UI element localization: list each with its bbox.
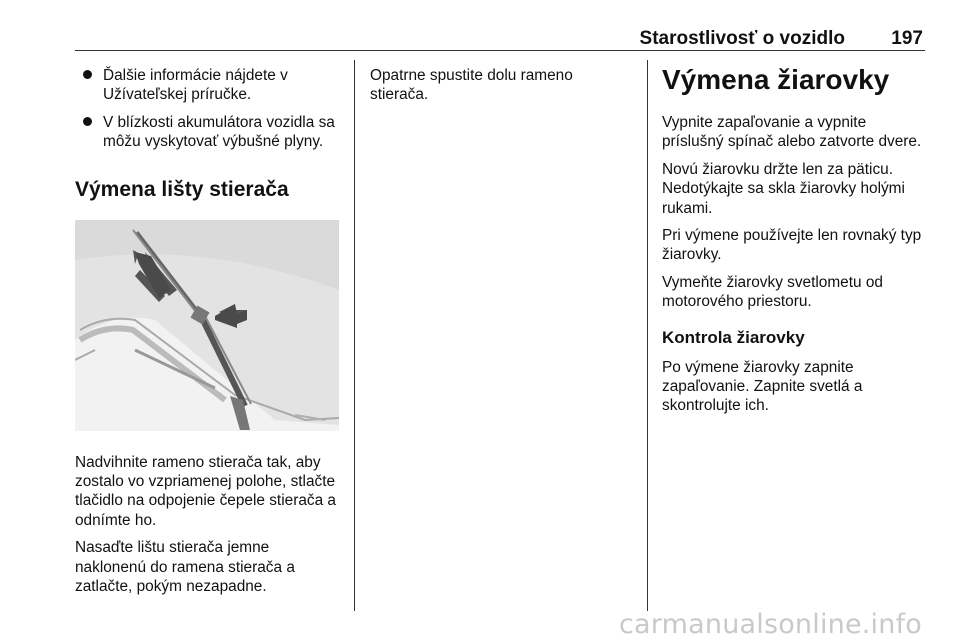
paragraph: Vymeňte žiarovky svetlometu od motorového priestoru. [662, 273, 883, 311]
bullet-item: V blízkosti akumulátora vozidla sa môžu vyskytovať výbušné plyny. [75, 113, 343, 152]
paragraph: Po výmene žiarovky zapnite zapaľovanie. Zapnite svetlá a skontrolujte ich. [662, 358, 863, 415]
bullet-dot-icon [83, 70, 92, 79]
wiper-illustration [75, 220, 339, 431]
paragraph: Opatrne spustite dolu rameno stierača. [370, 67, 573, 104]
column-2 [370, 66, 632, 113]
column-divider-2 [647, 60, 648, 611]
paragraph: Nasaďte lištu stierača jemne naklonenú do ramena stierača a zatlačte, pokým nezapadne. [75, 539, 295, 596]
subsection-title-bulb-check: Kontrola žiarovky [662, 327, 805, 347]
bullet-list [75, 66, 343, 152]
page-number: 197 [891, 28, 923, 49]
paragraph: Nadvihnite rameno stierača tak, aby zostalo vo vzpriamenej polohe, stlačte tlačidlo na odpojenie čepele stierača a odnímte ho. [75, 453, 336, 529]
column-1 [75, 66, 343, 604]
column-divider-1 [354, 60, 355, 611]
column-3 [662, 64, 924, 424]
watermark: carmanualsonline.info [619, 609, 922, 640]
section-title-wiper-blade: Výmena lišty stierača [75, 177, 289, 201]
paragraph: Vypnite zapaľovanie a vypnite príslušný spínač alebo zatvorte dvere. [662, 114, 922, 151]
page-header [75, 28, 925, 51]
bullet-item: Ďalšie informácie nájdete v Užívateľskej príručke. [75, 66, 343, 105]
paragraph: Novú žiarovku držte len za päticu. Nedotýkajte sa skla žiarovky holými rukami. [662, 160, 905, 217]
bullet-dot-icon [83, 117, 92, 126]
chapter-title: Starostlivosť o vozidlo [639, 28, 845, 49]
section-title-bulb-replacement: Výmena žiarovky [662, 64, 890, 95]
paragraph: Pri výmene používejte len rovnaký typ žiarovky. [662, 227, 922, 264]
